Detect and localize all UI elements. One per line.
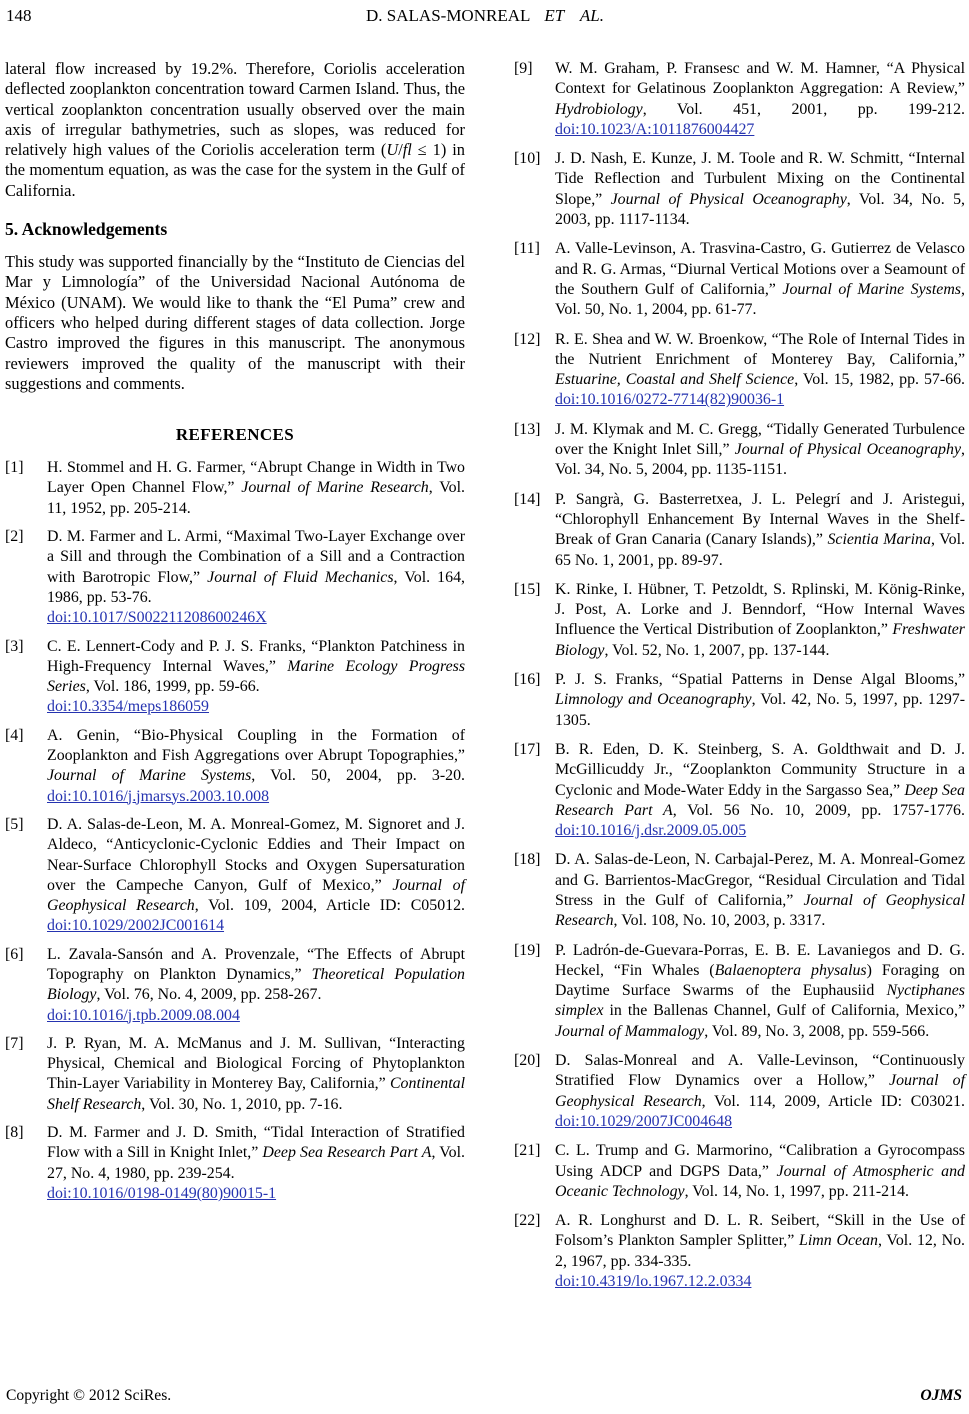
- italic-text: Limnology and Oceanography: [555, 691, 752, 709]
- italic-text: Scientia Marina: [827, 531, 931, 549]
- italic-text: Continental Shelf Research: [47, 1075, 465, 1113]
- references-list-right: [505, 59, 965, 1292]
- italic-text: Hydrobiology: [555, 100, 643, 118]
- text-run: , Vol. 34, No. 5, 2003, pp. 1117-1134.: [555, 190, 965, 229]
- text-run: , Vol. 186, 1999, pp. 59-66.: [85, 678, 260, 696]
- page-number: 148: [6, 6, 32, 25]
- italic-text: fl: [402, 140, 412, 160]
- left-column: [5, 59, 465, 1301]
- reference-item: [505, 941, 965, 1042]
- text-run: D. M. Farmer and J. D. Smith, “Tidal Interaction of Stratified Flow with a Sill in Knight Inlet,”: [47, 1124, 465, 1162]
- doi-link[interactable]: doi:10.1029/2007JC004648: [555, 1112, 733, 1130]
- italic-text: Nyctiphanes simplex: [555, 982, 965, 1020]
- text-run: C. L. Trump and G. Marmorino, “Calibration a Gyrocompass Using ADCP and DGPS Data,”: [555, 1142, 965, 1180]
- text-run: C. E. Lennert-Cody and P. J. S. Franks, “Plankton Patchiness in High-Frequency Internal Waves,”: [47, 637, 465, 675]
- references-heading: REFERENCES: [175, 425, 295, 445]
- reference-number: [13]: [514, 420, 541, 438]
- text-run: , Vol. 89, No. 3, 2008, pp. 559-566.: [704, 1022, 930, 1040]
- text-run: , Vol. 50, 2004, pp. 3-20.: [251, 767, 465, 785]
- italic-text: Journal of Atmospheric and Oceanic Technology: [555, 1162, 965, 1200]
- running-title-etal: ET AL.: [544, 6, 604, 25]
- text-run: , Vol. 56 No. 10, 2009, pp. 1757-1776.: [672, 801, 965, 819]
- reference-number: [17]: [514, 740, 541, 758]
- reference-number: [21]: [514, 1142, 541, 1160]
- reference-item: [5, 527, 465, 628]
- reference-item: [505, 330, 965, 411]
- text-run: A. Genin, “Bio-Physical Coupling in the Formation of Zooplankton and Fish Aggregations over Abrupt Topographies,”: [47, 726, 465, 765]
- text-run: lateral flow increased by 19.2%. Therefore, Coriolis acceleration deflected zooplankton concentration toward Carmen Island. Thus, the vertical zooplankton concentration usually observed over the main axis of irregular bathymetries, such as slopes, was reduced for relatively high values of the Coriolis acceleration term (: [5, 59, 465, 160]
- text-run: H. Stommel and H. G. Farmer, “Abrupt Change in Width in Two Layer Open Channel Flow,”: [47, 459, 465, 497]
- reference-number: [11]: [514, 240, 540, 258]
- italic-text: Balaenoptera physalus: [714, 961, 867, 979]
- text-run: W. M. Graham, P. Fransesc and W. M. Hamner, “A Physical Context for Gelatinous Zooplankton Aggregation: A Review,”: [555, 60, 965, 98]
- doi-link[interactable]: doi:10.4319/lo.1967.12.2.0334: [555, 1273, 752, 1291]
- reference-item: [5, 1123, 465, 1204]
- reference-item: [505, 149, 965, 230]
- reference-item: [505, 1051, 965, 1132]
- italic-text: Deep Sea Research Part A: [555, 781, 965, 819]
- italic-text: Journal of Marine Systems: [47, 767, 252, 785]
- doi-link[interactable]: doi:10.1017/S002211208600246X: [47, 609, 267, 627]
- italic-text: Journal of Geophysical Research: [47, 876, 465, 915]
- text-run: ≤ 1) in the momentum equation, as was the case for the system in the Gulf of California.: [5, 140, 465, 200]
- reference-item: [5, 945, 465, 1026]
- reference-number: [2]: [5, 528, 24, 546]
- italic-text: Estuarine, Coastal and Shelf Science: [555, 371, 795, 389]
- intro-paragraph: [5, 59, 465, 201]
- reference-number: [6]: [5, 945, 24, 963]
- right-column: [505, 59, 965, 1301]
- doi-link[interactable]: doi:10.1016/j.dsr.2009.05.005: [555, 822, 747, 840]
- reference-item: [5, 458, 465, 519]
- text-run: P. J. S. Franks, “Spatial Patterns in Dense Algal Blooms,”: [555, 671, 965, 689]
- reference-item: [505, 239, 965, 320]
- text-run: , Vol. 30, No. 1, 2010, pp. 7-16.: [141, 1095, 343, 1113]
- acknowledgements-heading: 5. Acknowledgements: [5, 219, 168, 240]
- reference-number: [20]: [514, 1052, 541, 1070]
- text-run: , Vol. 108, No. 10, 2003, p. 3317.: [613, 912, 826, 930]
- italic-text: Journal of Physical Oceanography: [734, 441, 962, 459]
- text-run: A. Valle-Levinson, A. Trasvina-Castro, G. Gutierrez de Velasco and R. G. Armas, “Diurnal Vertical Motions over a Seamount of the Southern Gulf of California,”: [555, 240, 965, 298]
- reference-number: [9]: [514, 60, 533, 77]
- text-run: D. A. Salas-de-Leon, N. Carbajal-Perez, M. A. Monreal-Gomez and G. Barrientos-MacGregor, “Residual Circulation and Tidal Stress in the Gulf of California,”: [555, 851, 965, 909]
- running-title-authors: D. SALAS-MONREAL: [366, 6, 531, 25]
- text-run: , Vol. 27, No. 4, 1980, pp. 239-254.: [47, 1144, 465, 1182]
- text-run: D. M. Farmer and L. Armi, “Maximal Two-Layer Exchange over a Sill and through the Combination of a Sill and a Contraction with Barotropic Flow,”: [47, 528, 465, 586]
- text-run: P. Ladrón-de-Guevara-Porras, E. B. E. Lavaniegos and D. G. Heckel, “Fin Whales (: [555, 941, 965, 979]
- reference-number: [4]: [5, 726, 24, 744]
- text-run: , Vol. 34, No. 5, 2004, pp. 1135-1151.: [555, 441, 965, 479]
- reference-number: [7]: [5, 1034, 24, 1052]
- text-run: J. M. Klymak and M. C. Gregg, “Tidally Generated Turbulence over the Knight Inlet Sill,”: [555, 420, 965, 459]
- italic-text: Journal of Fluid Mechanics: [207, 568, 394, 586]
- reference-number: [3]: [5, 637, 24, 655]
- text-run: , Vol. 76, No. 4, 2009, pp. 258-267.: [96, 986, 322, 1004]
- italic-text: Journal of Marine Research: [241, 479, 429, 497]
- reference-number: [22]: [514, 1212, 541, 1230]
- reference-number: [10]: [514, 150, 541, 168]
- text-run: P. Sangrà, G. Basterretxea, J. L. Pelegrí and J. Aristegui, “Chlorophyll Enhancement By Internal Waves in the Shelf-Break of Gran Canaria (Canary Islands),”: [555, 490, 965, 549]
- text-run: R. E. Shea and W. W. Broenkow, “The Role of Internal Tides in the Nutrient Enrichment of Monterey Bay, California,”: [555, 330, 965, 368]
- text-run: , Vol. 15, 1982, pp. 57-66.: [794, 371, 965, 389]
- doi-link[interactable]: doi:10.1016/0272-7714(82)90036-1: [555, 391, 785, 409]
- reference-item: [505, 1141, 965, 1202]
- reference-item: [505, 59, 965, 140]
- text-run: , Vol. 11, 1952, pp. 205-214.: [47, 479, 466, 517]
- page-footer: [6, 1386, 962, 1405]
- text-run: K. Rinke, I. Hübner, T. Petzoldt, S. Rplinski, M. König-Rinke, J. Post, A. Lorke and J. Benndorf, “How Internal Waves Influence the Vertical Distribution of Zooplankton,”: [555, 580, 965, 639]
- reference-number: [14]: [514, 490, 541, 508]
- text-run: A. R. Longhurst and D. L. R. Seibert, “Skill in the Use of Folsom’s Plankton Sampler Splitter,”: [555, 1212, 965, 1250]
- references-list-left: [5, 458, 465, 1204]
- two-column-body: [5, 59, 965, 1301]
- reference-item: [505, 670, 965, 731]
- doi-link[interactable]: doi:10.1016/j.jmarsys.2003.10.008: [47, 787, 270, 805]
- italic-text: Theoretical Population Biology: [47, 965, 465, 1004]
- reference-item: [5, 1034, 465, 1115]
- journal-abbreviation: OJMS: [920, 1387, 962, 1404]
- page-header: [5, 6, 965, 30]
- doi-link[interactable]: doi:10.1023/A:1011876004427: [555, 120, 755, 138]
- italic-text: Deep Sea Research Part A: [262, 1144, 432, 1162]
- reference-item: [505, 1211, 965, 1292]
- text-run: L. Zavala-Sansón and A. Provenzale, “The Effects of Abrupt Topography on Plankton Dynamics,”: [47, 945, 465, 983]
- running-title: [5, 6, 965, 26]
- reference-number: [16]: [514, 671, 541, 689]
- text-run: in the Ballenas Channel, Gulf of California, Mexico,”: [603, 1002, 965, 1020]
- reference-item: [505, 490, 965, 571]
- doi-link[interactable]: doi:10.1029/2002JC001614: [47, 917, 225, 935]
- italic-text: Journal of Marine Systems: [782, 280, 961, 298]
- reference-number: [19]: [514, 941, 541, 959]
- text-run: , Vol. 114, 2009, Article ID: C03021.: [701, 1092, 965, 1110]
- reference-number: [15]: [514, 580, 541, 598]
- text-run: , Vol. 42, No. 5, 1997, pp. 1297-1305.: [555, 691, 965, 729]
- copyright-text: Copyright © 2012 SciRes.: [6, 1387, 172, 1404]
- italic-text: Journal of Mammalogy: [555, 1022, 705, 1040]
- reference-number: [12]: [514, 330, 541, 348]
- text-run: , Vol. 50, No. 1, 2004, pp. 61-77.: [555, 280, 965, 319]
- reference-item: [5, 726, 465, 807]
- text-run: , Vol. 12, No. 2, 1967, pp. 334-335.: [555, 1232, 966, 1270]
- italic-text: Journal of Geophysical Research: [555, 891, 965, 930]
- text-run: , Vol. 65 No. 1, 2001, pp. 89-97.: [555, 531, 965, 569]
- italic-text: Journal of Physical Oceanography: [610, 190, 847, 208]
- text-run: /: [398, 140, 403, 160]
- italic-text: Marine Ecology Progress Series: [47, 657, 466, 696]
- text-run: B. R. Eden, D. K. Steinberg, S. A. Goldthwait and D. J. McGillicuddy Jr., “Zooplankton Community Structure in a Cyclonic and Mode-Water Eddy in the Sargasso Sea,”: [555, 740, 965, 799]
- reference-item: [505, 850, 965, 931]
- reference-item: [505, 420, 965, 481]
- text-run: ) Foraging on Daytime Surface Swarms of the Euphausiid: [555, 961, 965, 1000]
- reference-number: [8]: [5, 1124, 24, 1142]
- reference-item: [505, 740, 965, 841]
- text-run: J. D. Nash, E. Kunze, J. M. Toole and R. W. Schmitt, “Internal Tide Reflection and Turbulent Mixing on the Continental Slope,”: [555, 150, 965, 208]
- reference-item: [5, 637, 465, 718]
- reference-number: [18]: [514, 851, 541, 869]
- reference-item: [5, 815, 465, 937]
- text-run: D. A. Salas-de-Leon, M. A. Monreal-Gomez, M. Signoret and J. Aldeco, “Anticyclonic-Cyclonic Eddies and Their Impact on Near-Surface Chlorophyll Stocks and Oxygen Supersaturation over the Campeche Canyon, Gulf of Mexico,”: [47, 815, 465, 894]
- text-run: , Vol. 164, 1986, pp. 53-76.: [47, 568, 465, 606]
- doi-link[interactable]: doi:10.1016/j.tpb.2009.08.004: [47, 1006, 240, 1024]
- text-run: , Vol. 14, No. 1, 1997, pp. 211-214.: [684, 1182, 909, 1200]
- reference-number: [1]: [5, 459, 24, 477]
- italic-text: Journal of Geophysical Research: [555, 1072, 965, 1110]
- acknowledgements-paragraph: This study was supported financially by the “Instituto de Ciencias del Mar y Limnología” of the Universidad Nacional Autónoma de México (UNAM). We would like to thank the “El Puma” crew and officers who helped during different stages of data collection. Jorge Castro improved the figures in this manuscript. The anonymous reviewers improved the quality of the manuscript with their suggestions and comments.: [5, 252, 465, 393]
- text-run: , Vol. 52, No. 1, 2007, pp. 137-144.: [604, 641, 830, 659]
- text-run: D. Salas-Monreal and A. Valle-Levinson, “Continuously Stratified Flow Dynamics over a Hollow,”: [555, 1052, 965, 1090]
- italic-text: Freshwater Biology: [555, 621, 965, 659]
- text-run: J. P. Ryan, M. A. McManus and J. M. Sullivan, “Interacting Physical, Chemical and Biological Forcing of Phytoplankton Thin-Layer Variability in Monterey Bay, California,”: [47, 1034, 465, 1093]
- doi-link[interactable]: doi:10.3354/meps186059: [47, 698, 209, 716]
- italic-text: U: [386, 140, 399, 160]
- text-run: , Vol. 451, 2001, pp. 199-212.: [642, 100, 965, 118]
- reference-number: [5]: [5, 815, 24, 833]
- italic-text: Limn Ocean: [799, 1232, 878, 1250]
- reference-item: [505, 580, 965, 661]
- doi-link[interactable]: doi:10.1016/0198-0149(80)90015-1: [47, 1184, 277, 1202]
- text-run: , Vol. 109, 2004, Article ID: C05012.: [194, 897, 465, 915]
